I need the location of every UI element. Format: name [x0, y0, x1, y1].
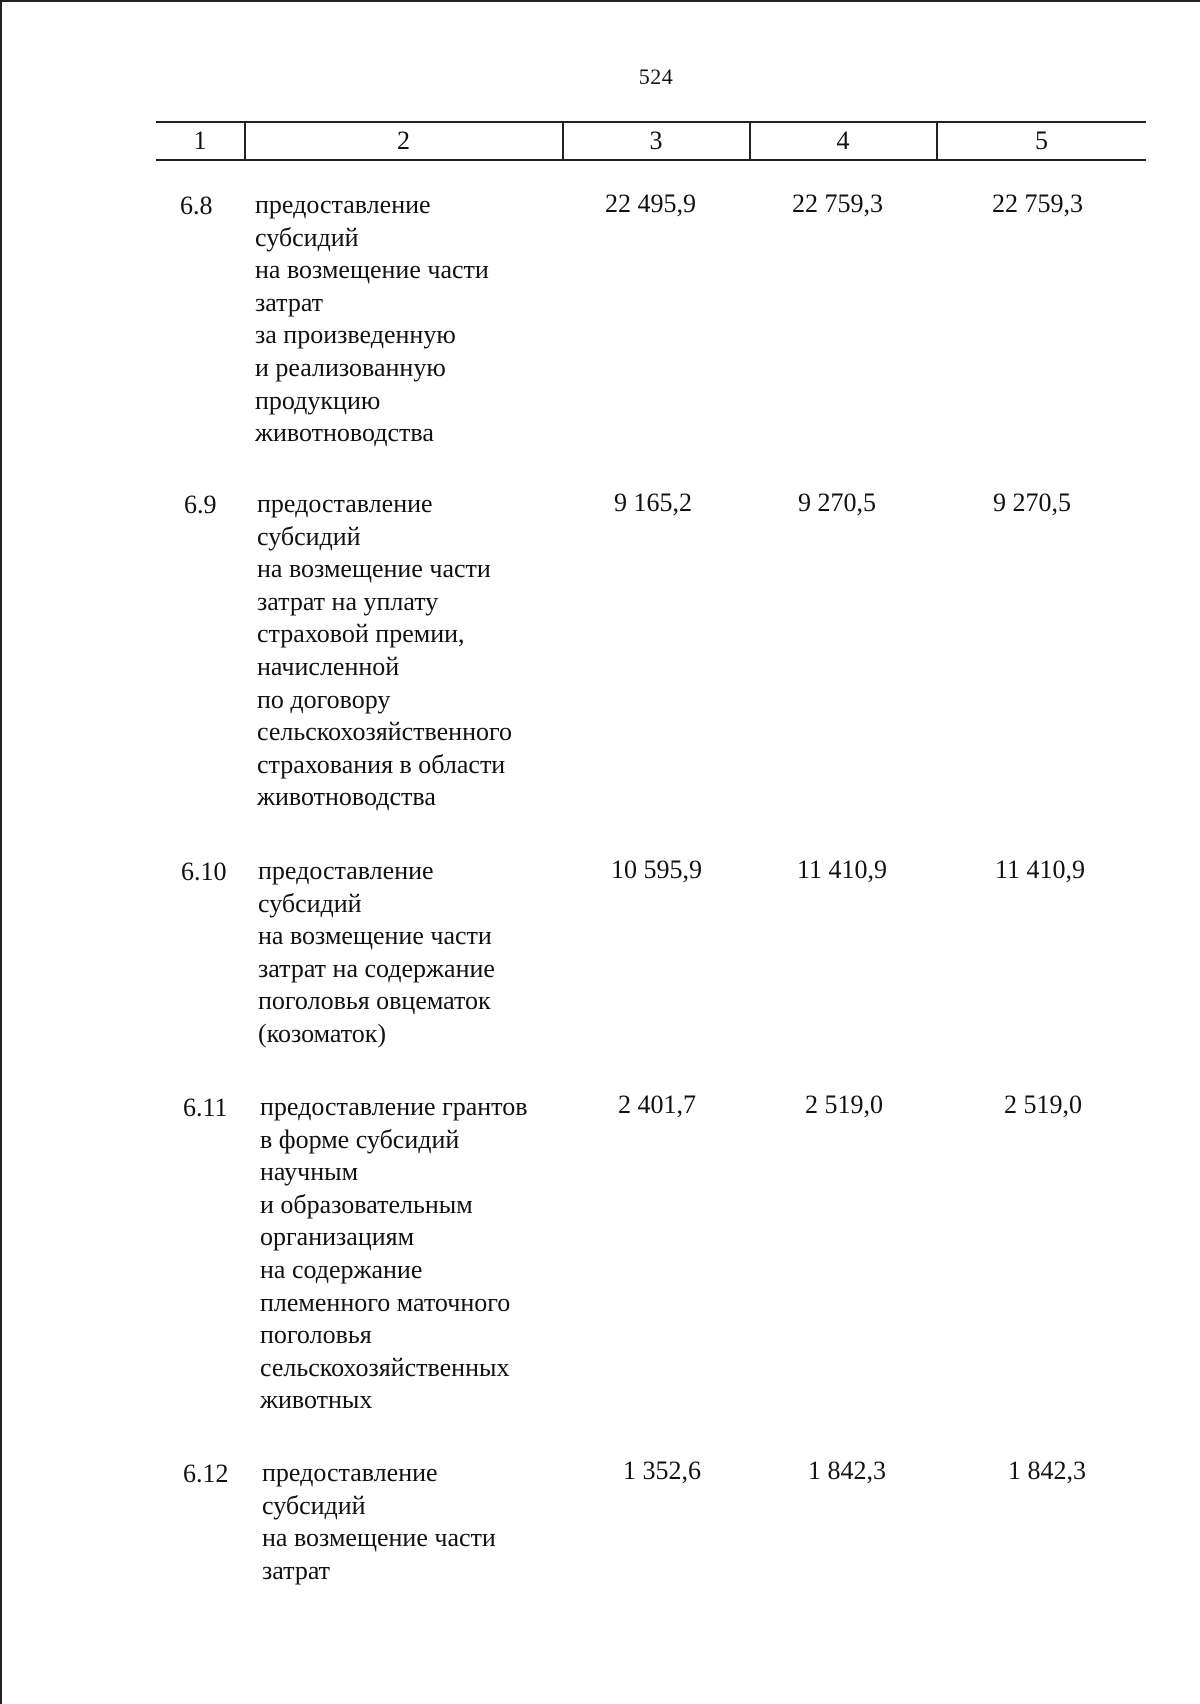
row-value-col3: 1 352,6: [623, 1456, 701, 1485]
scan-frame-left: [0, 0, 2, 1704]
row-number: 6.10: [181, 857, 227, 886]
row-value-col4: 1 842,3: [808, 1456, 886, 1485]
header-col-2: 2: [397, 126, 410, 155]
header-col-4: 4: [836, 126, 850, 155]
row-value-col4: 2 519,0: [805, 1090, 883, 1119]
row-value-col5: 9 270,5: [993, 488, 1071, 517]
header-top-rule: [156, 121, 1146, 123]
row-value-col3: 9 165,2: [614, 488, 692, 517]
row-number: 6.12: [183, 1459, 229, 1488]
row-value-col5: 2 519,0: [1004, 1090, 1082, 1119]
header-col-1: 1: [193, 126, 207, 155]
row-value-col5: 1 842,3: [1008, 1456, 1086, 1485]
row-number: 6.11: [183, 1093, 228, 1122]
row-value-col4: 9 270,5: [798, 488, 876, 517]
header-bottom-rule: [156, 159, 1146, 161]
row-value-col3: 2 401,7: [618, 1090, 696, 1119]
row-description: предоставление субсидий на возмещение части затрат: [262, 1458, 496, 1585]
header-col-3: 3: [649, 126, 663, 155]
scan-frame-top: [0, 0, 1200, 2]
row-description: предоставление грантов в форме субсидий научным и образовательным организациям на содержание племенного маточного поголовья сельскохозяйственных животных: [260, 1092, 528, 1415]
row-number: 6.9: [184, 490, 217, 519]
row-description: предоставление субсидий на возмещение части затрат за произведенную и реализованную продукцию животноводства: [255, 190, 489, 448]
row-value-col5: 22 759,3: [992, 189, 1083, 218]
row-value-col5: 11 410,9: [995, 855, 1086, 884]
row-value-col4: 22 759,3: [792, 189, 883, 218]
page-number: 524: [638, 64, 674, 89]
header-col-5: 5: [1035, 126, 1048, 155]
row-value-col4: 11 410,9: [797, 855, 888, 884]
row-description: предоставление субсидий на возмещение части затрат на уплату страховой премии, начисленной по договору сельскохозяйственного страхования в области животноводства: [257, 489, 512, 812]
row-number: 6.8: [180, 191, 213, 220]
row-description: предоставление субсидий на возмещение части затрат на содержание поголовья овцематок (козоматок): [258, 856, 495, 1048]
row-value-col3: 22 495,9: [605, 189, 696, 218]
row-value-col3: 10 595,9: [611, 855, 702, 884]
